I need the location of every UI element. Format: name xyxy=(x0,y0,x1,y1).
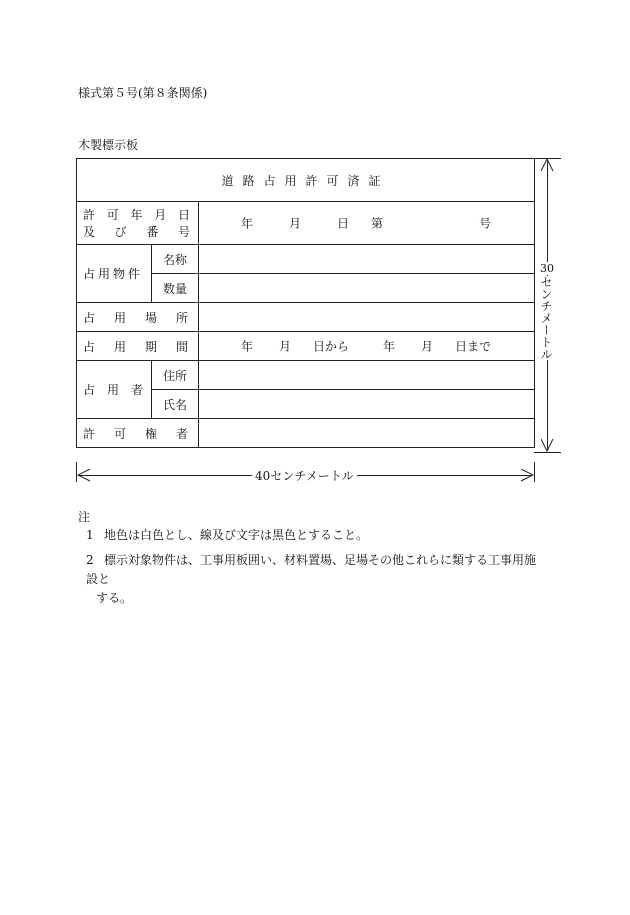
height-dimension-bottom-tick xyxy=(534,452,561,453)
object-qty-value xyxy=(199,274,535,303)
height-number: 30 xyxy=(540,262,554,275)
object-name-value xyxy=(199,245,535,274)
authority-value xyxy=(199,419,535,448)
arrow-left-icon xyxy=(77,469,91,482)
arrow-up-icon xyxy=(541,158,554,172)
sign-title: 道路占用許可済証 xyxy=(77,159,535,202)
arrow-right-icon xyxy=(520,469,534,482)
period-value: 年 月 日から 年 月 日まで xyxy=(199,332,535,361)
object-qty-label: 数量 xyxy=(152,274,199,303)
height-unit-label: センチメートル xyxy=(539,276,553,360)
period-label: 占 用 期 間 xyxy=(77,332,199,361)
permit-date-label xyxy=(77,202,199,245)
permit-date-value: 年 月 日 第 号 xyxy=(199,202,535,245)
permit-date-label-line2: 及 び 番 号 xyxy=(83,225,190,239)
arrow-down-icon xyxy=(541,438,554,452)
occupant-name-label: 氏名 xyxy=(152,390,199,419)
place-label: 占 用 場 所 xyxy=(77,303,199,332)
width-label: 40センチメートル xyxy=(252,467,357,484)
occupant-address-value xyxy=(199,361,535,390)
object-label: 占用物件 xyxy=(77,245,152,303)
permit-date-label-line1: 許 可 年 月 日 xyxy=(83,208,190,222)
occupant-label: 占 用 者 xyxy=(77,361,152,419)
authority-label: 許 可 権 者 xyxy=(77,419,199,448)
sign-board-table xyxy=(76,158,535,448)
note-item: 1 地色は白色とし、線及び文字は黒色とすること。 xyxy=(86,528,369,542)
notes-heading: 注 xyxy=(78,510,91,524)
board-caption: 木製標示板 xyxy=(78,138,139,152)
place-value xyxy=(199,303,535,332)
note-item: 2 標示対象物件は、工事用板囲い、材料置場、足場その他これらに類する工事用施設と する。 xyxy=(86,553,537,605)
occupant-name-value xyxy=(199,390,535,419)
object-name-label: 名称 xyxy=(152,245,199,274)
width-dimension-right-tick xyxy=(534,462,535,482)
form-number-label: 様式第５号(第８条関係) xyxy=(78,86,208,100)
occupant-address-label: 住所 xyxy=(152,361,199,390)
